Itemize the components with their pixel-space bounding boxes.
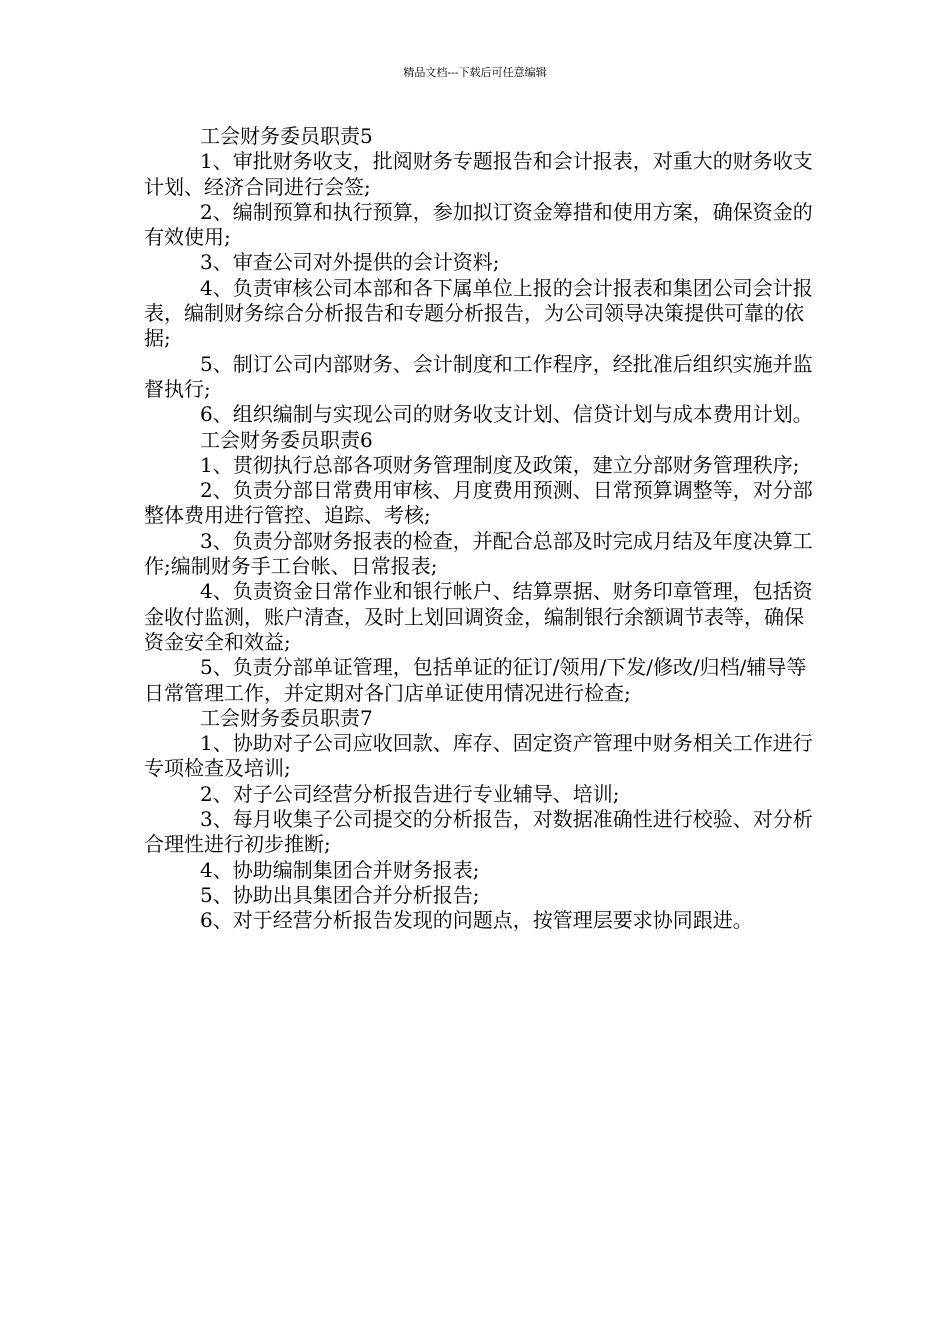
section-title: 工会财务委员职责6 [200,427,373,452]
list-item: 6、对于经营分析报告发现的问题点，按管理层要求协同跟进。 [200,908,753,933]
list-item: 3、审查公司对外提供的会计资料; [200,250,500,275]
document-body [144,124,816,934]
section-title: 工会财务委员职责5 [200,124,373,148]
section-title: 工会财务委员职责7 [200,705,373,730]
list-item: 3、每月收集子公司提交的分析报告，对数据准确性进行校验、对分析合理性进行初步推断; [144,807,813,857]
list-item: 2、编制预算和执行预算，参加拟订资金筹措和使用方案，确保资金的有效使用; [144,199,813,250]
list-item: 6、组织编制与实现公司的财务收支计划、信贷计划与成本费用计划。 [200,402,813,427]
list-item: 2、对子公司经营分析报告进行专业辅导、培训; [200,781,620,806]
list-item: 5、协助出具集团合并分析报告; [200,882,480,907]
list-item: 3、负责分部财务报表的检查，并配合总部及时完成月结及年度决算工作;编制财务手工台帐、日常报表; [144,528,813,579]
list-item: 5、负责分部单证管理，包括单证的征订/领用/下发/修改/归档/辅导等日常管理工作，并定期对各门店单证使用情况进行检查; [144,655,807,705]
list-item: 4、负责审核公司本部和各下属单位上报的会计报表和集团公司会计报表，编制财务综合分析报告和专题分析报告，为公司领导决策提供可靠的依据; [144,275,813,351]
list-item: 4、协助编制集团合并财务报表; [200,857,480,882]
list-item: 1、审批财务收支，批阅财务专题报告和会计报表，对重大的财务收支计划、经济合同进行会签; [144,149,813,199]
list-item: 2、负责分部日常费用审核、月度费用预测、日常预算调整等，对分部整体费用进行管控、追踪、考核; [144,478,813,528]
list-item: 5、制订公司内部财务、会计制度和工作程序，经批准后组织实施并监督执行; [144,351,813,401]
list-item: 1、贯彻执行总部各项财务管理制度及政策，建立分部财务管理秩序; [200,452,800,477]
list-item: 4、负责资金日常作业和银行帐户、结算票据、财务印章管理，包括资金收付监测，账户清查，及时上划回调资金，编制银行余额调节表等，确保资金安全和效益; [144,579,813,654]
list-item: 1、协助对子公司应收回款、库存、固定资产管理中财务相关工作进行专项检查及培训; [144,731,813,781]
page-header: 精品文档---下载后可任意编辑 [403,66,547,79]
